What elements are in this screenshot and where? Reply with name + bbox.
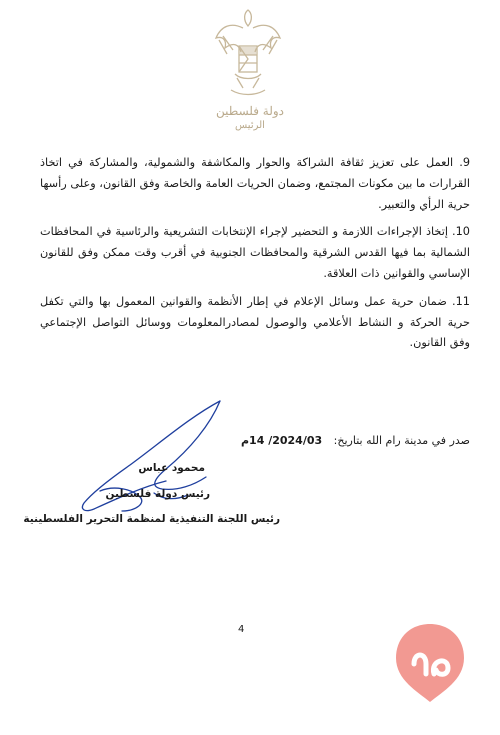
article-item: 11. ضمان حرية عمل وسائل الإعلام في إطار الأنظمة والقوانين المعمول بها والتي تكفل حرية الحركة و النشاط الأعلامي والوصول لمصادرالمعلومات ووسائل التواصل الإجتماعي وفق القانون. bbox=[40, 294, 470, 350]
office-name: الرئيس bbox=[235, 120, 265, 131]
signatory-title-president: رئيس دولة فلسطين bbox=[105, 488, 210, 500]
article-text: إتخاذ الإجراءات اللازمة و التحضير لإجراء الإنتخابات التشريعية والرئاسية في المحافظات الشمالية بما فيها القدس الشرقية والمحافظات الجنوبية في أقرب وقت ممكن وفق للقانون الإساسي والقوانين ذات العلاقة. bbox=[40, 225, 470, 280]
issue-date-line bbox=[205, 434, 470, 447]
palestinian-eagle-emblem-icon bbox=[213, 8, 283, 100]
article-number: 10 bbox=[455, 225, 470, 239]
issue-date: 2024/03/ 14م bbox=[240, 434, 323, 447]
state-name-header bbox=[180, 104, 320, 133]
handwritten-signature bbox=[70, 395, 230, 525]
article-number: 11 bbox=[455, 294, 470, 308]
issue-label: صدر في مدينة رام الله بتاريخ: bbox=[333, 434, 470, 447]
article-text: العمل على تعزيز ثقافة الشراكة والحوار والمكاشفة والشمولية، والمشاركة في اتخاذ القرارات ما بين مكونات المجتمع، وضمان الحريات العامة والخاصة وفق القانون، وعلى رأسها حرية الرأي والتعبير. bbox=[40, 156, 470, 211]
maan-logo-icon bbox=[390, 620, 470, 705]
article-item: 10. إتخاذ الإجراءات اللازمة و التحضير لإجراء الإنتخابات التشريعية والرئاسية في المحافظات الشمالية بما فيها القدس الشرقية والمحافظات الجنوبية في أقرب وقت ممكن وفق للقانون الإساسي والقوانين ذات العلاقة. bbox=[40, 225, 470, 280]
state-name: دولة فلسطين bbox=[215, 104, 285, 118]
signatory-title-plo: رئيس اللجنة التنفيذية لمنظمة التحرير الفلسطينية bbox=[23, 513, 280, 525]
article-item: 9. العمل على تعزيز ثقافة الشراكة والحوار والمكاشفة والشمولية، والمشاركة في اتخاذ القرارات ما بين مكونات المجتمع، وضمان الحريات العامة والخاصة وفق القانون، وعلى رأسها حرية الرأي والتعبير. bbox=[40, 156, 470, 211]
articles-list bbox=[40, 153, 470, 361]
article-text: ضمان حرية عمل وسائل الإعلام في إطار الأنظمة والقوانين المعمول بها والتي تكفل حرية الحركة و النشاط الأعلامي والوصول لمصادرالمعلومات ووسائل التواصل الإجتماعي وفق القانون. bbox=[40, 294, 470, 350]
article-number: 9 bbox=[462, 156, 470, 169]
signatory-name: محمود عباس bbox=[138, 462, 205, 474]
page-number: 4 bbox=[238, 624, 245, 635]
